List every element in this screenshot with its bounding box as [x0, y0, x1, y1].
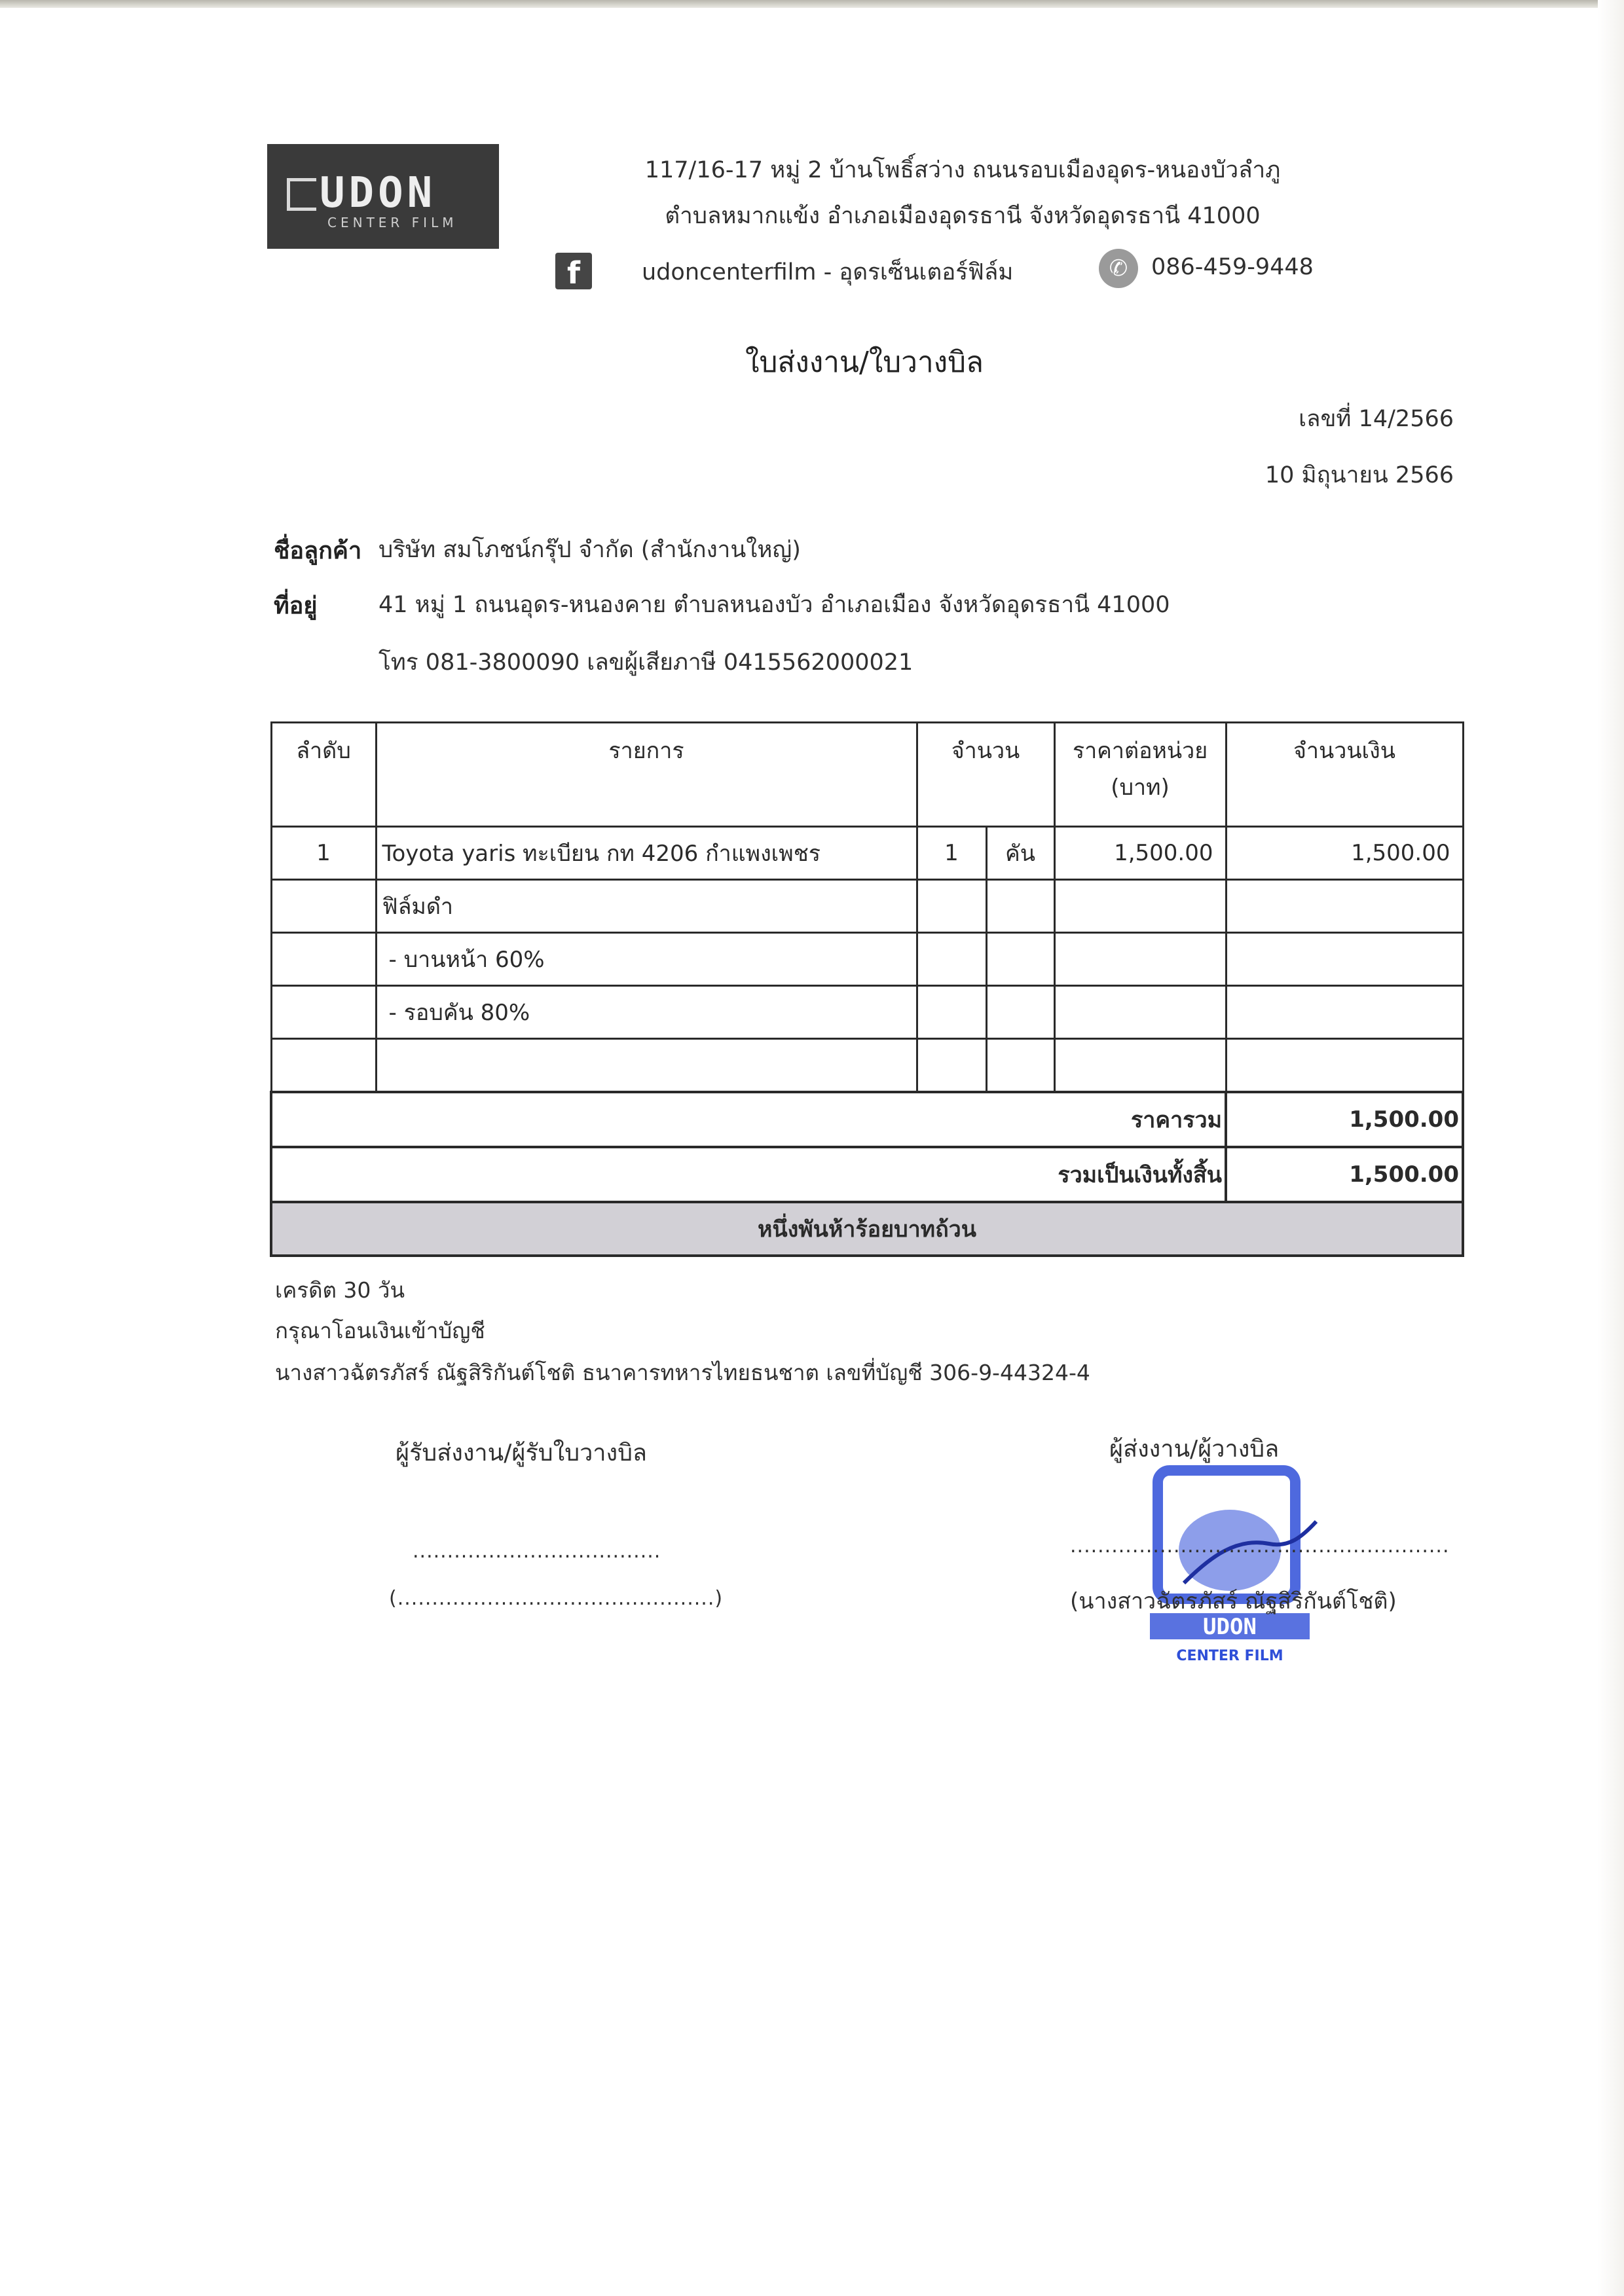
header-unit-price	[1054, 723, 1226, 827]
subtotal-row	[271, 1092, 1463, 1147]
row-amount	[1226, 880, 1463, 933]
amount-in-words-row	[271, 1202, 1463, 1256]
sender-name: (นางสาวฉัตรภัสร์ ณัฐสิริกันต์โชติ)	[1070, 1588, 1397, 1614]
table-row	[271, 880, 1463, 933]
header-item: รายการ	[376, 723, 917, 827]
table-row	[271, 1039, 1463, 1093]
row-item: - บานหน้า 60%	[376, 933, 917, 986]
header-no: ลำดับ	[271, 723, 376, 827]
row-price	[1054, 933, 1226, 986]
row-unit	[986, 880, 1054, 933]
sender-label: ผู้ส่งงาน/ผู้วางบิล	[1109, 1436, 1280, 1463]
facebook-page: udoncenterfilm - อุดรเซ็นเตอร์ฟิล์ม	[642, 259, 1014, 285]
row-price: 1,500.00	[1054, 827, 1226, 880]
row-price	[1054, 986, 1226, 1039]
items-table	[270, 721, 1462, 1257]
sender-signature-line: .......................................................	[1070, 1535, 1450, 1558]
customer-address-label: ที่อยู่	[274, 592, 318, 619]
header-amount: จำนวนเงิน	[1226, 723, 1463, 827]
row-qty	[917, 986, 986, 1039]
customer-name-label: ชื่อลูกค้า	[274, 538, 362, 564]
row-amount	[1226, 1039, 1463, 1093]
row-no	[271, 1039, 376, 1093]
logo-word: UDON	[320, 169, 437, 217]
logo-mark-icon	[287, 178, 316, 211]
credit-terms: เครดิต 30 วัน	[275, 1277, 405, 1303]
row-qty: 1	[917, 827, 986, 880]
row-no	[271, 933, 376, 986]
company-logo	[267, 144, 499, 249]
document-number: เลขที่ 14/2566	[1299, 406, 1454, 432]
row-qty	[917, 933, 986, 986]
row-item: ฟิล์มดำ	[376, 880, 917, 933]
company-address-line2: ตำบลหมากแข้ง อำเภอเมืองอุดรธานี จังหวัดอุดรธานี 41000	[665, 203, 1261, 229]
customer-address: 41 หมู่ 1 ถนนอุดร-หนองคาย ตำบลหนองบัว อำเภอเมือง จังหวัดอุดรธานี 41000	[378, 592, 1170, 618]
header-unit-price-label: ราคาต่อหน่วย	[1072, 738, 1208, 764]
logo-subtitle: CENTER FILM	[327, 215, 458, 230]
row-item	[376, 1039, 917, 1093]
header-qty: จำนวน	[917, 723, 1054, 827]
row-price	[1054, 880, 1226, 933]
amount-in-words: หนึ่งพันห้าร้อยบาทถ้วน	[271, 1202, 1463, 1256]
receiver-signature-line: ....................................	[413, 1540, 661, 1563]
company-stamp	[1138, 1459, 1320, 1667]
stamp-word: UDON	[1203, 1614, 1257, 1640]
transfer-note: กรุณาโอนเงินเข้าบัญชี	[275, 1318, 485, 1343]
row-amount	[1226, 986, 1463, 1039]
subtotal-label: ราคารวม	[271, 1092, 1226, 1147]
row-qty	[917, 880, 986, 933]
subtotal-value: 1,500.00	[1226, 1092, 1463, 1147]
table-row	[271, 933, 1463, 986]
scan-top-edge	[0, 0, 1624, 8]
row-no: 1	[271, 827, 376, 880]
receiver-name: (..............................................)	[389, 1587, 724, 1610]
row-unit	[986, 986, 1054, 1039]
company-address-line1: 117/16-17 หมู่ 2 บ้านโพธิ์สว่าง ถนนรอบเมืองอุดร-หนองบัวลำภู	[644, 157, 1281, 183]
total-label: รวมเป็นเงินทั้งสิ้น	[271, 1147, 1226, 1202]
row-amount: 1,500.00	[1226, 827, 1463, 880]
bank-info: นางสาวฉัตรภัสร์ ณัฐสิริกันต์โชติ ธนาคารทหารไทยธนชาต เลขที่บัญชี 306-9-44324-4	[275, 1360, 1090, 1385]
table-header-row	[271, 723, 1463, 827]
header-unit-price-unit: (บาท)	[1111, 774, 1170, 801]
phone-icon: ✆	[1099, 249, 1138, 288]
row-unit	[986, 1039, 1054, 1093]
table-row	[271, 827, 1463, 880]
document-title: ใบส่งงาน/ใบวางบิล	[745, 346, 984, 379]
total-value: 1,500.00	[1226, 1147, 1463, 1202]
row-item: Toyota yaris ทะเบียน กท 4206 กำแพงเพชร	[376, 827, 917, 880]
stamp-subtitle: CENTER FILM	[1176, 1648, 1283, 1664]
row-item: - รอบคัน 80%	[376, 986, 917, 1039]
facebook-icon: f	[555, 253, 592, 289]
row-price	[1054, 1039, 1226, 1093]
row-no	[271, 986, 376, 1039]
table-row	[271, 986, 1463, 1039]
customer-name: บริษัท สมโภชน์กรุ๊ป จำกัด (สำนักงานใหญ่)	[378, 537, 801, 563]
customer-contact: โทร 081-3800090 เลขผู้เสียภาษี 0415562000021	[378, 649, 913, 676]
row-unit	[986, 933, 1054, 986]
row-amount	[1226, 933, 1463, 986]
total-row	[271, 1147, 1463, 1202]
row-no	[271, 880, 376, 933]
document-date: 10 มิถุนายน 2566	[1264, 462, 1454, 488]
row-qty	[917, 1039, 986, 1093]
company-phone: 086-459-9448	[1151, 254, 1314, 280]
receiver-label: ผู้รับส่งงาน/ผู้รับใบวางบิล	[396, 1440, 647, 1467]
row-unit: คัน	[986, 827, 1054, 880]
